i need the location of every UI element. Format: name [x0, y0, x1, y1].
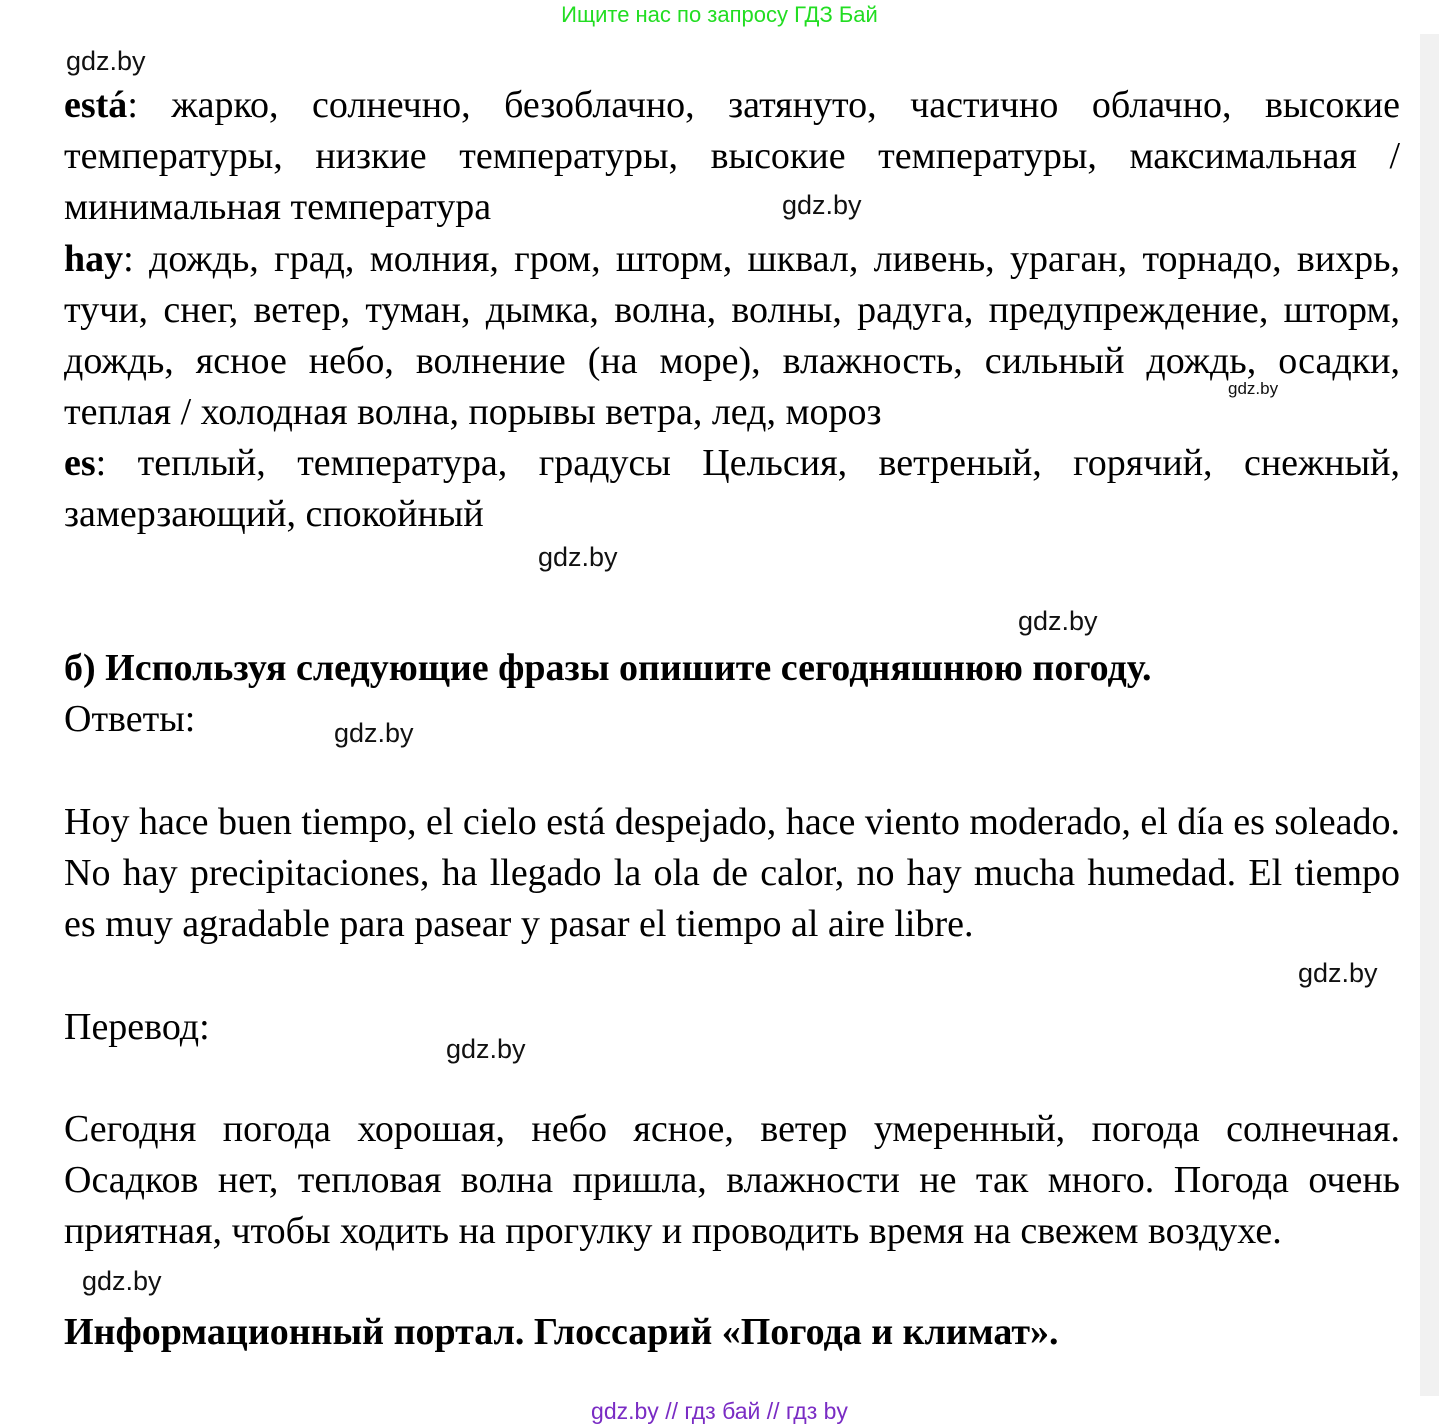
scrollbar[interactable]	[1420, 34, 1439, 1396]
es-list	[64, 438, 1400, 540]
answer-spanish: Hoy hace buen tiempo, el cielo está despejado, hace viento moderado, el día es soleado. No hay precipitaciones, ha llegado la ola de calor, no hay mucha humedad. El tiempo es muy agradable para pasear y pasar el tiempo al aire libre.	[64, 801, 1400, 945]
hay-list	[64, 234, 1400, 438]
task-b-heading: б) Используя следующие фразы опишите сегодняшнюю погоду.	[64, 647, 1152, 689]
watermark: gdz.by	[1018, 606, 1098, 636]
portal-heading: Информационный портал. Глоссарий «Погода и климат».	[64, 1311, 1059, 1353]
answer-translation: Сегодня погода хорошая, небо ясное, ветер умеренный, погода солнечная. Осадков нет, тепловая волна пришла, влажности не так много. Погода очень приятная, чтобы ходить на прогулку и проводить время на свежем воздухе.	[64, 1108, 1400, 1252]
es-term: es	[64, 442, 96, 484]
top-banner[interactable]: Ищите нас по запросу ГДЗ Бай	[561, 2, 878, 27]
es-words: : теплый, температура, градусы Цельсия, ветреный, горячий, снежный, замерзающий, спокойный	[64, 442, 1400, 535]
hay-words: : дождь, град, молния, гром, шторм, шквал, ливень, ураган, торнадо, вихрь, тучи, снег, ветер, туман, дымка, волна, волны, радуга, предупреждение, шторм, дождь, ясное небо, волнение (на море), влажность, сильный дождь, осадки, теплая / холодная волна, порывы ветра, лед, мороз	[64, 238, 1400, 433]
esta-words: : жарко, солнечно, безоблачно, затянуто, частично облачно, высокие температуры, низкие температуры, высокие температуры, максимальная / минимальная температура	[64, 84, 1400, 228]
esta-list	[64, 80, 1400, 233]
watermark: gdz.by	[66, 46, 146, 76]
hay-term: hay	[64, 238, 124, 280]
esta-term: está	[64, 84, 128, 126]
watermark: gdz.by	[1228, 379, 1279, 398]
translation-label: Перевод:	[64, 1006, 210, 1048]
watermark: gdz.by	[538, 542, 618, 572]
footer-links[interactable]: gdz.by // гдз бай // гдз by	[591, 1398, 848, 1424]
watermark: gdz.by	[446, 1034, 526, 1064]
watermark: gdz.by	[1298, 958, 1378, 988]
answers-label: Ответы:	[64, 698, 196, 740]
watermark: gdz.by	[334, 718, 414, 748]
watermark: gdz.by	[82, 1266, 162, 1296]
watermark: gdz.by	[782, 190, 862, 220]
